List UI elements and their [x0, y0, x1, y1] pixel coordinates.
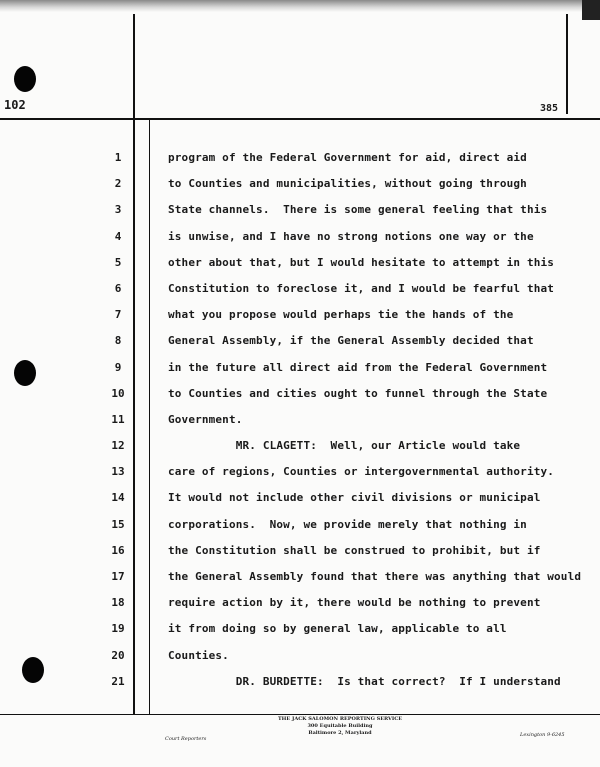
line-number: 5 — [114, 255, 122, 269]
margin-rule-text — [149, 118, 150, 714]
transcript-line: is unwise, and I have no strong notions one way or the — [168, 229, 534, 243]
transcript-line: to Counties and cities ought to funnel through the State — [168, 386, 548, 400]
transcript-line: General Assembly, if the General Assembly decided that — [168, 334, 534, 348]
binder-hole-middle — [14, 360, 36, 386]
scan-top-edge — [0, 0, 600, 12]
transcript-line: It would not include other civil divisions or municipal — [168, 491, 541, 505]
binder-hole-bottom — [22, 657, 44, 683]
service-name: THE JACK SALOMON REPORTING SERVICE — [277, 716, 403, 722]
footer-left-label: Court Reporters — [165, 736, 207, 742]
page-number-left: 102 — [4, 98, 26, 112]
line-number: 2 — [114, 177, 122, 191]
transcript-line: what you propose would perhaps tie the hands of the — [168, 308, 514, 322]
line-number: 4 — [114, 229, 122, 243]
scan-corner-mark — [582, 0, 600, 20]
service-city: Baltimore 2, Maryland — [308, 730, 372, 736]
binder-hole-top — [14, 66, 36, 92]
line-number: 16 — [111, 543, 125, 557]
line-number: 20 — [111, 648, 125, 662]
reporting-service-block — [260, 716, 420, 737]
line-number: 1 — [114, 151, 122, 164]
transcript-line: program of the Federal Government for aid, direct aid — [168, 151, 527, 164]
line-number: 14 — [111, 491, 125, 505]
transcript-line: DR. BURDETTE: Is that correct? If I understand — [168, 674, 561, 688]
margin-rule-right — [566, 14, 568, 114]
line-number: 18 — [111, 596, 125, 610]
line-number: 15 — [111, 517, 125, 531]
header-rule — [0, 118, 600, 120]
line-number: 8 — [114, 334, 122, 348]
line-number: 11 — [111, 412, 125, 426]
transcript-text — [168, 150, 598, 700]
transcript-line: it from doing so by general law, applicable to all — [168, 622, 507, 636]
transcript-line: corporations. Now, we provide merely that nothing in — [168, 517, 527, 531]
line-number: 7 — [114, 308, 122, 322]
line-number: 19 — [111, 622, 125, 636]
line-number: 3 — [114, 203, 122, 217]
transcript-line: other about that, but I would hesitate to attempt in this — [168, 255, 555, 269]
transcript-line: to Counties and municipalities, without going through — [168, 177, 527, 191]
line-number: 6 — [114, 281, 122, 295]
line-number-column — [100, 150, 136, 700]
line-number: 17 — [111, 570, 125, 583]
line-number: 13 — [111, 465, 125, 479]
line-number: 10 — [111, 386, 125, 400]
footer-right-label: Lexington 9-6245 — [520, 732, 565, 738]
transcript-line: Counties. — [168, 648, 229, 662]
transcript-line: in the future all direct aid from the Federal Government — [168, 360, 548, 374]
transcript-line: the Constitution shall be construed to prohibit, but if — [168, 543, 541, 557]
transcript-line: require action by it, there would be nothing to prevent — [168, 596, 541, 610]
service-building: 300 Equitable Building — [307, 723, 373, 729]
line-number: 21 — [111, 674, 125, 688]
transcript-line: the General Assembly found that there was anything that would — [168, 570, 582, 583]
footer-rule — [0, 714, 600, 715]
transcript-line: Constitution to foreclose it, and I would be fearful that — [168, 281, 555, 295]
transcript-line: MR. CLAGETT: Well, our Article would take — [168, 439, 521, 453]
transcript-line: care of regions, Counties or intergovernmental authority. — [168, 465, 555, 479]
line-number: 12 — [111, 439, 125, 453]
transcript-line: State channels. There is some general feeling that this — [168, 203, 548, 217]
line-number: 9 — [114, 360, 122, 374]
transcript-line: Government. — [168, 412, 243, 426]
page-number-right: 385 — [540, 103, 559, 114]
